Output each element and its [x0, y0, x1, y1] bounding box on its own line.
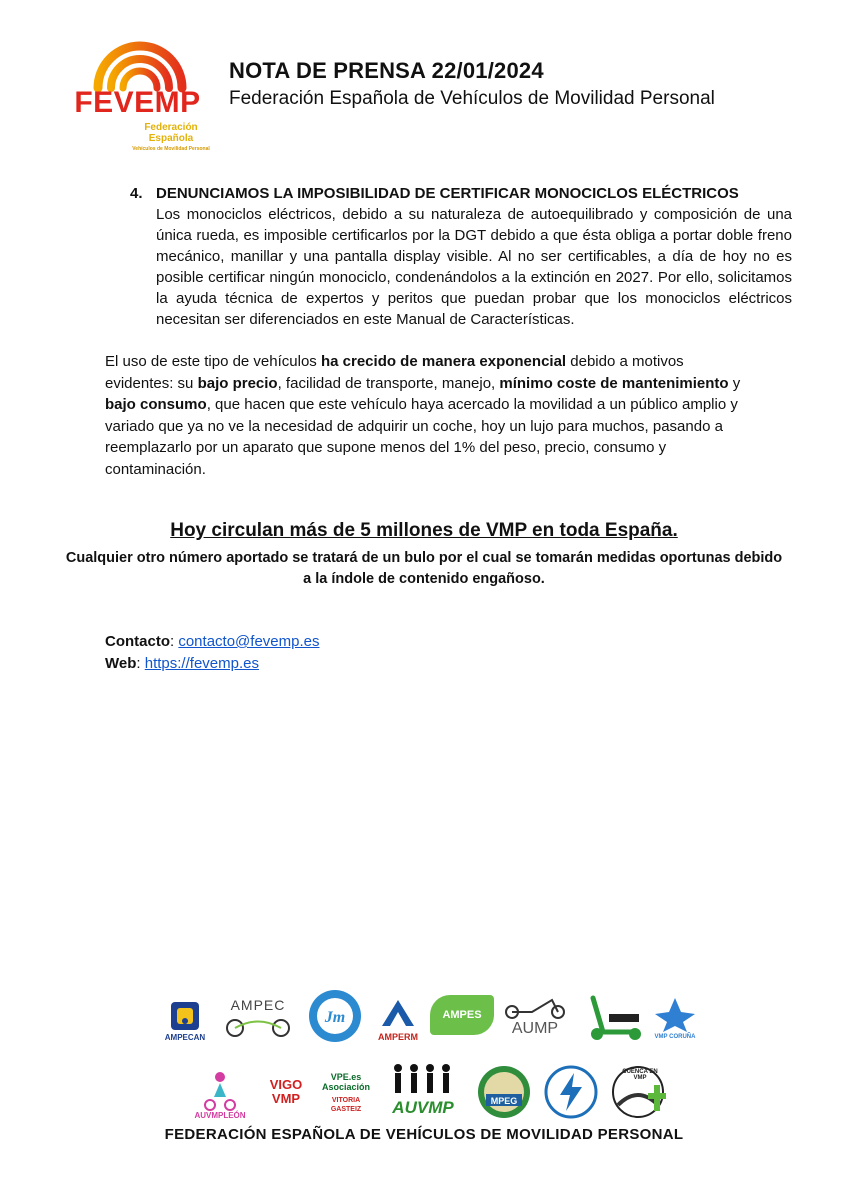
jm-circle-icon — [307, 988, 363, 1044]
auvmpleon-logo — [190, 1065, 250, 1125]
logo-sub-line1: Federación — [144, 122, 198, 133]
auvmpleon-rider-icon — [202, 1071, 238, 1111]
page-title: NOTA DE PRENSA 22/01/2024 — [229, 58, 544, 83]
amperm-shape-icon — [378, 996, 418, 1032]
para-text-3: , facilidad de transporte, manejo, — [277, 374, 500, 392]
ampecan-logo — [160, 990, 210, 1050]
contact-label: Contacto — [105, 633, 170, 650]
svg-text:Jm: Jm — [324, 1009, 346, 1026]
svg-text:MPEG: MPEG — [490, 1096, 518, 1106]
para-text-2: debido a motivos evidentes: su — [105, 353, 684, 392]
jm-logo — [306, 987, 364, 1045]
vmp-coruna-label: VMP CORUÑA — [654, 1033, 696, 1040]
para-text-4: y — [728, 374, 741, 392]
amperm-logo — [372, 990, 424, 1048]
auvmp-label: AUVMP — [392, 1098, 454, 1117]
ampes-label: AMPES — [442, 1009, 482, 1021]
logo-wordmark: FEVEMP — [74, 86, 201, 119]
para-bold-2: bajo precio — [197, 374, 278, 392]
aump-bike-icon — [502, 998, 568, 1020]
logo-sub-line2: Española — [148, 133, 194, 144]
mpeg-logo — [476, 1063, 532, 1121]
vmp-coruna-star-icon — [653, 996, 697, 1034]
para-bold-3: mínimo coste de mantenimiento — [499, 374, 729, 392]
vpe-logo — [318, 1061, 374, 1125]
warning-statement: Cualquier otro número aportado se tratará de un bulo por el cual se tomarán medidas oportunas debido a la índole de contenido engañoso. — [65, 550, 783, 587]
logo-arcs-icon — [60, 8, 220, 98]
vitoria-label: VITORIA GASTEIZ — [330, 1097, 362, 1113]
aump-label: AUMP — [511, 1020, 559, 1037]
auvmp-logo — [382, 1057, 464, 1123]
auvmpleon-label: AUVMPLEÓN — [194, 1110, 246, 1120]
mpeg-badge-icon — [476, 1064, 532, 1120]
cuenca-logo — [608, 1063, 672, 1121]
web-label: Web — [105, 655, 137, 672]
amperm-label: AMPERM — [378, 1032, 418, 1042]
para-bold-4: bajo consumo — [105, 396, 207, 413]
auvmp-people-icon — [388, 1062, 458, 1098]
para-text-5: , que hacen que este vehículo haya acercado la movilidad a un público amplio y variado que ya no ve la necesidad de adquirir un coche, hoy un lujo para muchos, pasando a reemplazarlo por un aparato que supone menos del 1% del peso, precio, consumo y contaminación. — [105, 396, 738, 478]
logo-sub-line3: Vehículos de Movilidad Personal — [132, 146, 210, 152]
member-logos — [160, 985, 700, 1125]
lightning-circle-icon — [544, 1065, 598, 1119]
aump-logo — [500, 993, 570, 1043]
ampes-logo — [430, 995, 494, 1035]
ampec-logo — [218, 990, 298, 1045]
logo-subtitle — [116, 122, 226, 155]
footer-text: FEDERACIÓN ESPAÑOLA DE VEHÍCULOS DE MOVILIDAD PERSONAL — [164, 1126, 684, 1143]
cuenca-label: CUENCA EN VMP — [622, 1069, 658, 1081]
vpe-label: VPE.es Asociación — [321, 1072, 370, 1092]
list-item-4 — [130, 183, 792, 330]
lightning-logo — [544, 1065, 598, 1119]
green-scooter-icon — [579, 992, 645, 1044]
ampecan-label: AMPECAN — [164, 1032, 206, 1042]
ampecan-shield-icon — [168, 999, 202, 1033]
para-bold-1: ha crecido de manera exponencial — [320, 353, 567, 370]
web-line: Web: https://fevemp.es — [105, 655, 259, 672]
headline-statement: Hoy circulan más de 5 millones de VMP en toda España. — [170, 520, 678, 541]
item-number: 4. — [130, 185, 143, 202]
body-paragraph — [105, 351, 755, 480]
green-scooter-logo — [578, 990, 646, 1045]
vigo-vmp-logo — [260, 1067, 312, 1117]
para-text-1: El uso de este tipo de vehículos — [105, 353, 321, 370]
web-link[interactable]: https://fevemp.es — [144, 655, 259, 672]
contact-line: Contacto: contacto@fevemp.es — [105, 633, 320, 650]
contact-block — [105, 631, 319, 675]
ampec-scooter-icon — [223, 1013, 293, 1039]
ampec-label: AMPEC — [230, 996, 286, 1013]
item-body: Los monociclos eléctricos, debido a su naturaleza de autoequilibrado y composición de una única rueda, es imposible certificarlos por la DGT debido a que ésta obliga a portar doble freno mecánico, manillar y una pantalla display visible. Al no ser certificables, a día de hoy no es posible certificar ningún monociclo, condenándolos a la extinción en 2027. Por ello, solicitamos la ayuda técnica de expertos y peritos que puedan probar que los monociclos eléctricos necesitan ser diferenciados en este Manual de Características. — [156, 206, 792, 328]
item-heading: DENUNCIAMOS LA IMPOSIBILIDAD DE CERTIFICAR MONOCICLOS ELÉCTRICOS — [156, 185, 739, 202]
vmp-coruna-logo — [650, 990, 700, 1045]
page-subtitle: Federación Española de Vehículos de Movilidad Personal — [229, 88, 715, 109]
contact-email-link[interactable]: contacto@fevemp.es — [178, 633, 320, 650]
fevemp-logo — [60, 8, 220, 152]
vigo-vmp-label: VIGO VMP — [269, 1077, 303, 1106]
